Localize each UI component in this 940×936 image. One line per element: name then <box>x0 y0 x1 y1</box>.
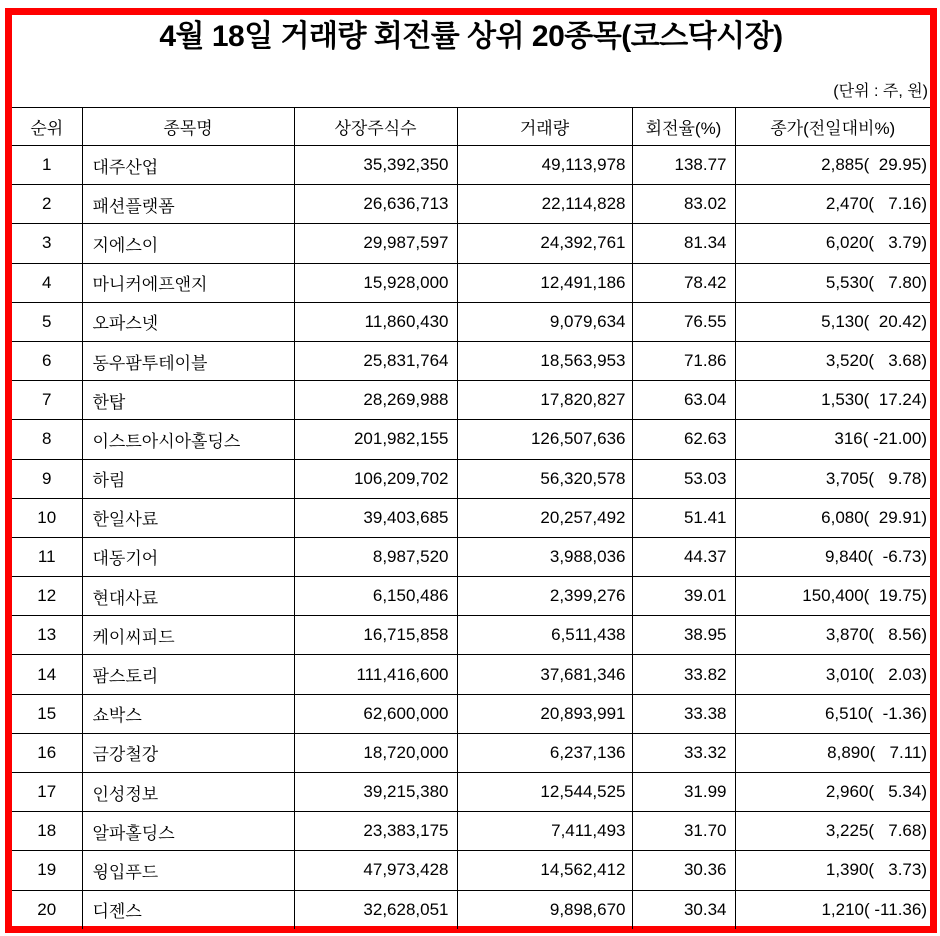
cell-turnover: 38.95 <box>632 616 735 655</box>
cell-volume: 24,392,761 <box>457 224 632 263</box>
table-row <box>12 577 930 616</box>
cell-turnover: 138.77 <box>632 146 735 185</box>
table-row <box>12 812 930 851</box>
cell-close: 316( -21.00) <box>735 420 930 459</box>
table-header-row <box>12 108 930 146</box>
cell-shares: 28,269,988 <box>294 381 457 420</box>
cell-shares: 111,416,600 <box>294 655 457 694</box>
cell-close: 3,870( 8.56) <box>735 616 930 655</box>
cell-name: 마니커에프앤지 <box>82 263 294 302</box>
header-turnover: 회전율(%) <box>632 108 735 146</box>
cell-shares: 11,860,430 <box>294 302 457 341</box>
cell-name: 동우팜투테이블 <box>82 341 294 380</box>
table-row <box>12 851 930 890</box>
cell-rank: 13 <box>12 616 82 655</box>
cell-close: 3,225( 7.68) <box>735 812 930 851</box>
cell-close: 1,210( -11.36) <box>735 890 930 929</box>
cell-turnover: 51.41 <box>632 498 735 537</box>
cell-shares: 32,628,051 <box>294 890 457 929</box>
table-row <box>12 537 930 576</box>
header-volume: 거래량 <box>457 108 632 146</box>
cell-turnover: 30.36 <box>632 851 735 890</box>
cell-shares: 26,636,713 <box>294 185 457 224</box>
table-row <box>12 733 930 772</box>
cell-shares: 6,150,486 <box>294 577 457 616</box>
table-body <box>12 146 930 929</box>
table-row <box>12 655 930 694</box>
table-row <box>12 498 930 537</box>
table-row <box>12 341 930 380</box>
cell-name: 오파스넷 <box>82 302 294 341</box>
cell-close: 3,010( 2.03) <box>735 655 930 694</box>
cell-rank: 2 <box>12 185 82 224</box>
table-row <box>12 263 930 302</box>
cell-name: 한탑 <box>82 381 294 420</box>
cell-close: 2,885( 29.95) <box>735 146 930 185</box>
cell-volume: 18,563,953 <box>457 341 632 380</box>
cell-volume: 12,544,525 <box>457 773 632 812</box>
cell-shares: 23,383,175 <box>294 812 457 851</box>
cell-rank: 3 <box>12 224 82 263</box>
cell-shares: 39,215,380 <box>294 773 457 812</box>
cell-turnover: 31.70 <box>632 812 735 851</box>
cell-rank: 20 <box>12 890 82 929</box>
cell-name: 패션플랫폼 <box>82 185 294 224</box>
cell-volume: 17,820,827 <box>457 381 632 420</box>
cell-close: 2,470( 7.16) <box>735 185 930 224</box>
cell-rank: 17 <box>12 773 82 812</box>
table-row <box>12 381 930 420</box>
cell-turnover: 53.03 <box>632 459 735 498</box>
header-rank: 순위 <box>12 108 82 146</box>
table-row <box>12 224 930 263</box>
cell-rank: 10 <box>12 498 82 537</box>
cell-volume: 20,257,492 <box>457 498 632 537</box>
cell-shares: 201,982,155 <box>294 420 457 459</box>
table-row <box>12 773 930 812</box>
cell-volume: 14,562,412 <box>457 851 632 890</box>
cell-volume: 49,113,978 <box>457 146 632 185</box>
cell-name: 윙입푸드 <box>82 851 294 890</box>
header-name: 종목명 <box>82 108 294 146</box>
cell-rank: 6 <box>12 341 82 380</box>
cell-close: 6,080( 29.91) <box>735 498 930 537</box>
cell-volume: 6,237,136 <box>457 733 632 772</box>
table-row <box>12 459 930 498</box>
page-title: 4월 18일 거래량 회전률 상위 20종목(코스닥시장) <box>159 20 783 53</box>
cell-shares: 15,928,000 <box>294 263 457 302</box>
cell-volume: 20,893,991 <box>457 694 632 733</box>
cell-close: 150,400( 19.75) <box>735 577 930 616</box>
cell-rank: 11 <box>12 537 82 576</box>
cell-rank: 14 <box>12 655 82 694</box>
cell-volume: 12,491,186 <box>457 263 632 302</box>
cell-close: 5,130( 20.42) <box>735 302 930 341</box>
table-row <box>12 616 930 655</box>
cell-shares: 29,987,597 <box>294 224 457 263</box>
cell-shares: 47,973,428 <box>294 851 457 890</box>
cell-turnover: 81.34 <box>632 224 735 263</box>
cell-volume: 2,399,276 <box>457 577 632 616</box>
cell-volume: 37,681,346 <box>457 655 632 694</box>
table-frame <box>5 8 937 933</box>
cell-rank: 15 <box>12 694 82 733</box>
cell-volume: 56,320,578 <box>457 459 632 498</box>
cell-close: 1,530( 17.24) <box>735 381 930 420</box>
cell-volume: 9,898,670 <box>457 890 632 929</box>
cell-close: 1,390( 3.73) <box>735 851 930 890</box>
cell-volume: 3,988,036 <box>457 537 632 576</box>
cell-turnover: 71.86 <box>632 341 735 380</box>
cell-turnover: 83.02 <box>632 185 735 224</box>
header-shares: 상장주식수 <box>294 108 457 146</box>
turnover-rank-table <box>12 107 930 929</box>
cell-turnover: 62.63 <box>632 420 735 459</box>
cell-volume: 126,507,636 <box>457 420 632 459</box>
cell-rank: 18 <box>12 812 82 851</box>
table-row <box>12 694 930 733</box>
cell-close: 3,520( 3.68) <box>735 341 930 380</box>
cell-name: 대주산업 <box>82 146 294 185</box>
cell-rank: 4 <box>12 263 82 302</box>
cell-name: 알파홀딩스 <box>82 812 294 851</box>
cell-name: 디젠스 <box>82 890 294 929</box>
unit-note: (단위 : 주, 원) <box>833 83 928 100</box>
cell-name: 이스트아시아홀딩스 <box>82 420 294 459</box>
cell-turnover: 33.82 <box>632 655 735 694</box>
header-close: 종가(전일대비%) <box>735 108 930 146</box>
cell-name: 한일사료 <box>82 498 294 537</box>
cell-name: 현대사료 <box>82 577 294 616</box>
cell-rank: 12 <box>12 577 82 616</box>
cell-rank: 19 <box>12 851 82 890</box>
cell-close: 6,510( -1.36) <box>735 694 930 733</box>
cell-rank: 16 <box>12 733 82 772</box>
table-row <box>12 302 930 341</box>
cell-name: 금강철강 <box>82 733 294 772</box>
cell-turnover: 76.55 <box>632 302 735 341</box>
cell-shares: 16,715,858 <box>294 616 457 655</box>
cell-shares: 39,403,685 <box>294 498 457 537</box>
table-row <box>12 420 930 459</box>
cell-rank: 7 <box>12 381 82 420</box>
table-row <box>12 185 930 224</box>
cell-volume: 7,411,493 <box>457 812 632 851</box>
cell-rank: 1 <box>12 146 82 185</box>
cell-rank: 9 <box>12 459 82 498</box>
cell-rank: 8 <box>12 420 82 459</box>
cell-shares: 35,392,350 <box>294 146 457 185</box>
cell-shares: 62,600,000 <box>294 694 457 733</box>
cell-volume: 9,079,634 <box>457 302 632 341</box>
cell-volume: 6,511,438 <box>457 616 632 655</box>
cell-shares: 18,720,000 <box>294 733 457 772</box>
cell-turnover: 31.99 <box>632 773 735 812</box>
cell-turnover: 33.32 <box>632 733 735 772</box>
cell-close: 5,530( 7.80) <box>735 263 930 302</box>
cell-volume: 22,114,828 <box>457 185 632 224</box>
cell-close: 6,020( 3.79) <box>735 224 930 263</box>
cell-name: 대동기어 <box>82 537 294 576</box>
cell-name: 팜스토리 <box>82 655 294 694</box>
table-row <box>12 146 930 185</box>
cell-close: 3,705( 9.78) <box>735 459 930 498</box>
cell-shares: 106,209,702 <box>294 459 457 498</box>
cell-turnover: 78.42 <box>632 263 735 302</box>
cell-shares: 8,987,520 <box>294 537 457 576</box>
cell-close: 8,890( 7.11) <box>735 733 930 772</box>
table-row <box>12 890 930 929</box>
cell-name: 지에스이 <box>82 224 294 263</box>
cell-shares: 25,831,764 <box>294 341 457 380</box>
cell-name: 쇼박스 <box>82 694 294 733</box>
cell-close: 2,960( 5.34) <box>735 773 930 812</box>
cell-turnover: 33.38 <box>632 694 735 733</box>
cell-name: 하림 <box>82 459 294 498</box>
cell-turnover: 44.37 <box>632 537 735 576</box>
cell-turnover: 30.34 <box>632 890 735 929</box>
cell-rank: 5 <box>12 302 82 341</box>
cell-turnover: 63.04 <box>632 381 735 420</box>
cell-turnover: 39.01 <box>632 577 735 616</box>
cell-name: 케이씨피드 <box>82 616 294 655</box>
cell-close: 9,840( -6.73) <box>735 537 930 576</box>
cell-name: 인성정보 <box>82 773 294 812</box>
